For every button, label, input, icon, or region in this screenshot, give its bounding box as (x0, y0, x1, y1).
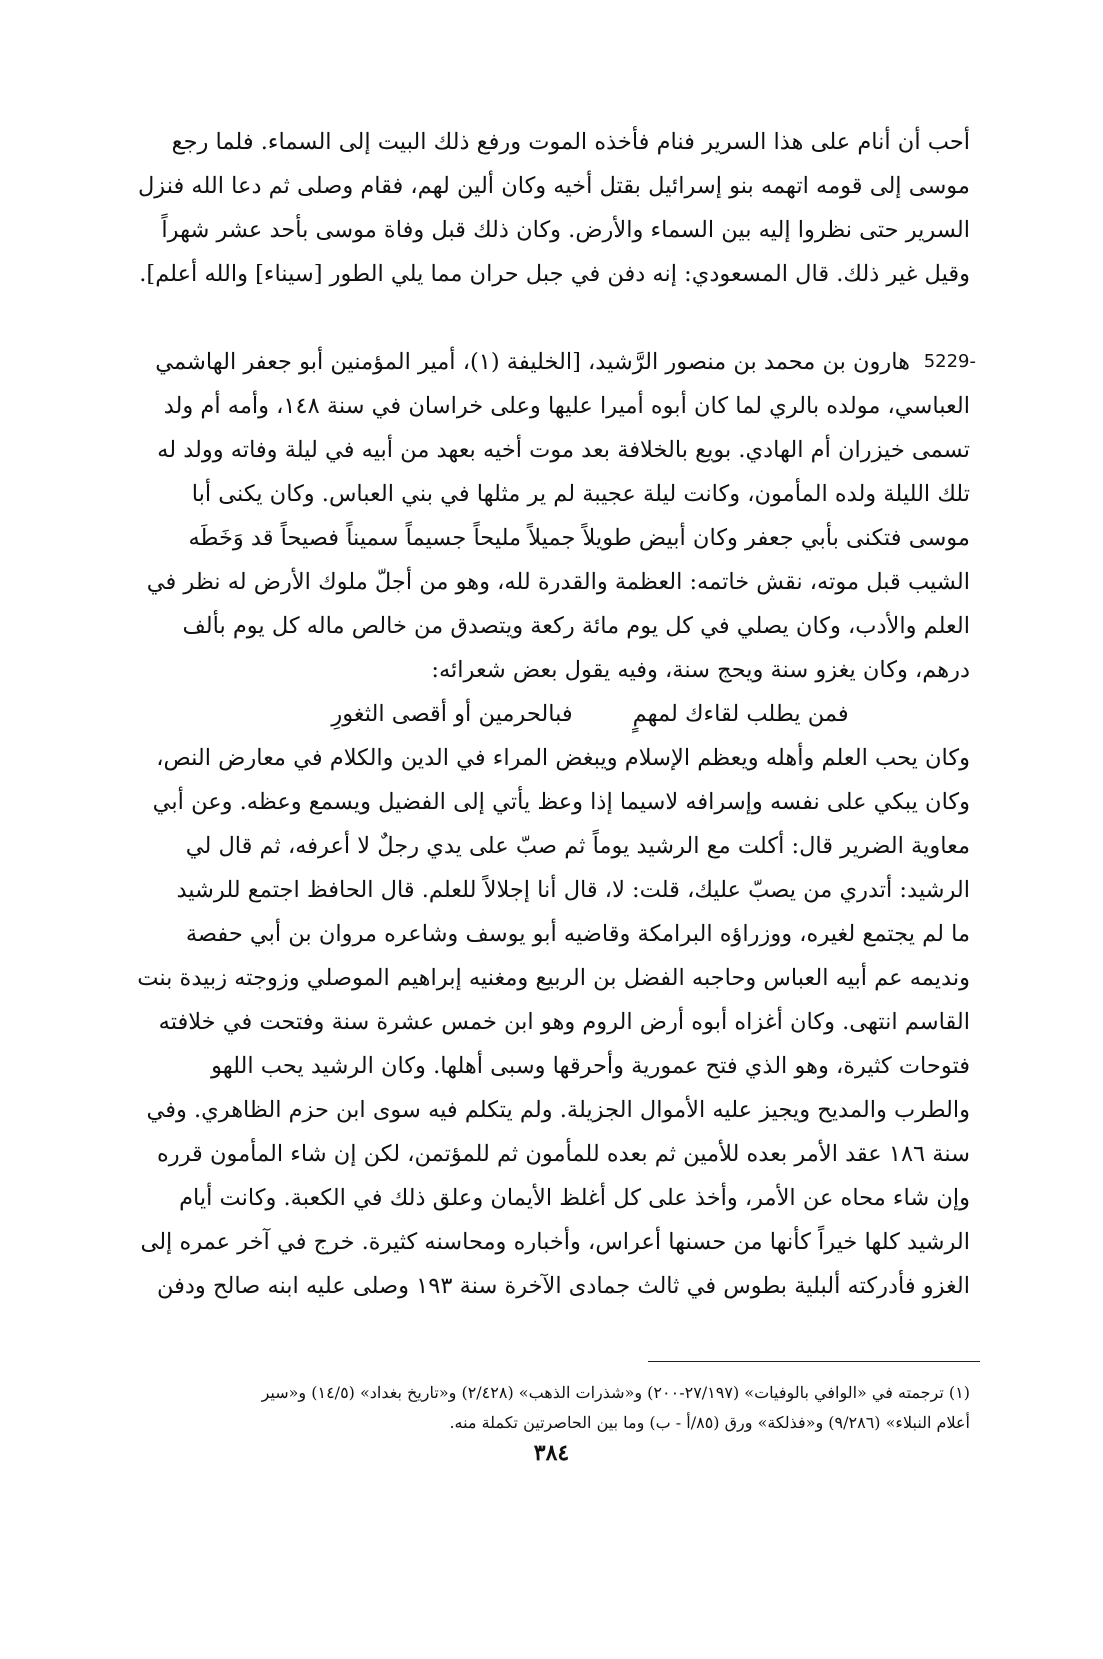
text-line: الرشيد: أتدري من يصبّ عليك، قلت: لا، قال أنا إجلالاً للعلم. قال الحافظ اجتمع للرشيد (176, 877, 970, 903)
text-line: درهم، وكان يغزو سنة ويحج سنة، وفيه يقول بعض شعرائه: (431, 657, 970, 683)
text-line: تسمى خيزران أم الهادي. بويع بالخلافة بعد موت أخيه بعهد من أبيه في ليلة وفاته وولد له (157, 437, 970, 463)
footnote-line: أعلام النبلاء» (٩/٢٨٦) و«فذلكة» ورق (٨٥/أ - ب) وما بين الحاصرتين تكملة منه. (449, 1413, 970, 1432)
text-line: القاسم انتهى. وكان أغزاه أبوه أرض الروم وهو ابن خمس عشرة سنة وفتحت في خلافته (158, 1009, 970, 1035)
text-line: وقيل غير ذلك. قال المسعودي: إنه دفن في جبل حران مما يلي الطور [سيناء] والله أعلم]. (139, 261, 970, 287)
text-line: والطرب والمديح ويجيز عليه الأموال الجزيلة. ولم يتكلم فيه سوى ابن حزم الظاهري. وفي (146, 1097, 970, 1123)
text-line: السرير حتى نظروا إليه بين السماء والأرض. وكان ذلك قبل وفاة موسى بأحد عشر شهراً (161, 217, 970, 243)
text-line: العباسي، مولده بالري لما كان أبوه أميرا عليها وعلى خراسان في سنة ١٤٨، وأمه أم ولد (163, 393, 970, 419)
page-number: ٣٨٤ (533, 1440, 570, 1466)
text-line: موسى إلى قومه اتهمه بنو إسرائيل بقتل أخيه وكان ألين لهم، فقام وصلى ثم دعا الله فنزل (137, 173, 970, 199)
text-line: الرشيد كلها خيراً كأنها من حسنها أعراس، وأخباره ومحاسنه كثيرة. خرج في آخر عمره إلى (140, 1229, 970, 1255)
text-line: هارون بن محمد بن منصور الرَّشيد، [الخليفة (١)، أمير المؤمنين أبو جعفر الهاشمي (155, 349, 910, 375)
text-line: العلم والأدب، وكان يصلي في كل يوم مائة ركعة ويتصدق من خالص ماله كل يوم بألف (182, 613, 970, 639)
footnote-divider (648, 1361, 980, 1362)
footnote-line: (١) ترجمته في «الوافي بالوفيات» (٢٧/١٩٧-٢٠٠) و«شذرات الذهب» (٢/٤٢٨) و«تاريخ بغداد» (١٤/٥) و«سير (261, 1383, 970, 1402)
text-line: وكان يحب العلم وأهله ويعظم الإسلام ويبغض المراء في الدين والكلام في معارض النص، (156, 745, 970, 771)
text-line: موسى فتكنى بأبي جعفر وكان أبيض طويلاً جميلاً مليحاً جسيماً سميناً فصيحاً قد وَخَطَه (188, 525, 970, 551)
entry-number: 5229- (923, 351, 976, 372)
text-line: أحب أن أنام على هذا السرير فنام فأخذه الموت ورفع ذلك البيت إلى السماء. فلما رجع (171, 129, 970, 155)
text-line: ما لم يجتمع لغيره، ووزراؤه البرامكة وقاضيه أبو يوسف وشاعره مروان بن أبي حفصة (185, 921, 970, 947)
biography-entry (90, 340, 976, 1308)
text-line: الشيب قبل موته، نقش خاتمه: العظمة والقدرة لله، وهو من أجلّ ملوك الأرض له نظر في (146, 569, 970, 595)
intro-paragraph (90, 120, 970, 296)
text-line: فتوحات كثيرة، وهو الذي فتح عمورية وأحرقها وسبى أهلها. وكان الرشيد يحب اللهو (211, 1053, 970, 1079)
text-line: وإن شاء محاه عن الأمر، وأخذ على كل أغلظ الأيمان وعلق ذلك في الكعبة. وكانت أيام (179, 1185, 970, 1211)
text-line: ونديمه عم أبيه العباس وحاجبه الفضل بن الربيع ومغنيه إبراهيم الموصلي وزوجته زبيدة بنت (137, 965, 970, 991)
text-line: الغزو فأدركته ألبلية بطوس في ثالث جمادى الآخرة سنة ١٩٣ وصلى عليه ابنه صالح ودفن (157, 1273, 970, 1299)
footnotes (90, 1378, 970, 1438)
text-line: تلك الليلة ولده المأمون، وكانت ليلة عجيبة لم ير مثلها في بني العباس. وكان يكنى أبا (191, 481, 970, 507)
poetry-verse (90, 692, 970, 736)
text-line: وكان يبكي على نفسه وإسرافه لاسيما إذا وعظ يأتي إلى الفضيل ويسمع وعظه. وعن أبي (152, 789, 970, 815)
verse-first-hemistich: فمن يطلب لقاءك لمهمٍ (632, 701, 849, 727)
text-line: معاوية الضرير قال: أكلت مع الرشيد يوماً ثم صبّ على يدي رجلٌ لا أعرفه، ثم قال لي (185, 833, 970, 859)
verse-second-hemistich: فبالحرمين أو أقصى الثغورِ (331, 701, 573, 727)
text-line: سنة ١٨٦ عقد الأمر بعده للأمين ثم بعده للمأمون ثم للمؤتمن، لكن إن شاء المأمون قرره (156, 1141, 970, 1167)
